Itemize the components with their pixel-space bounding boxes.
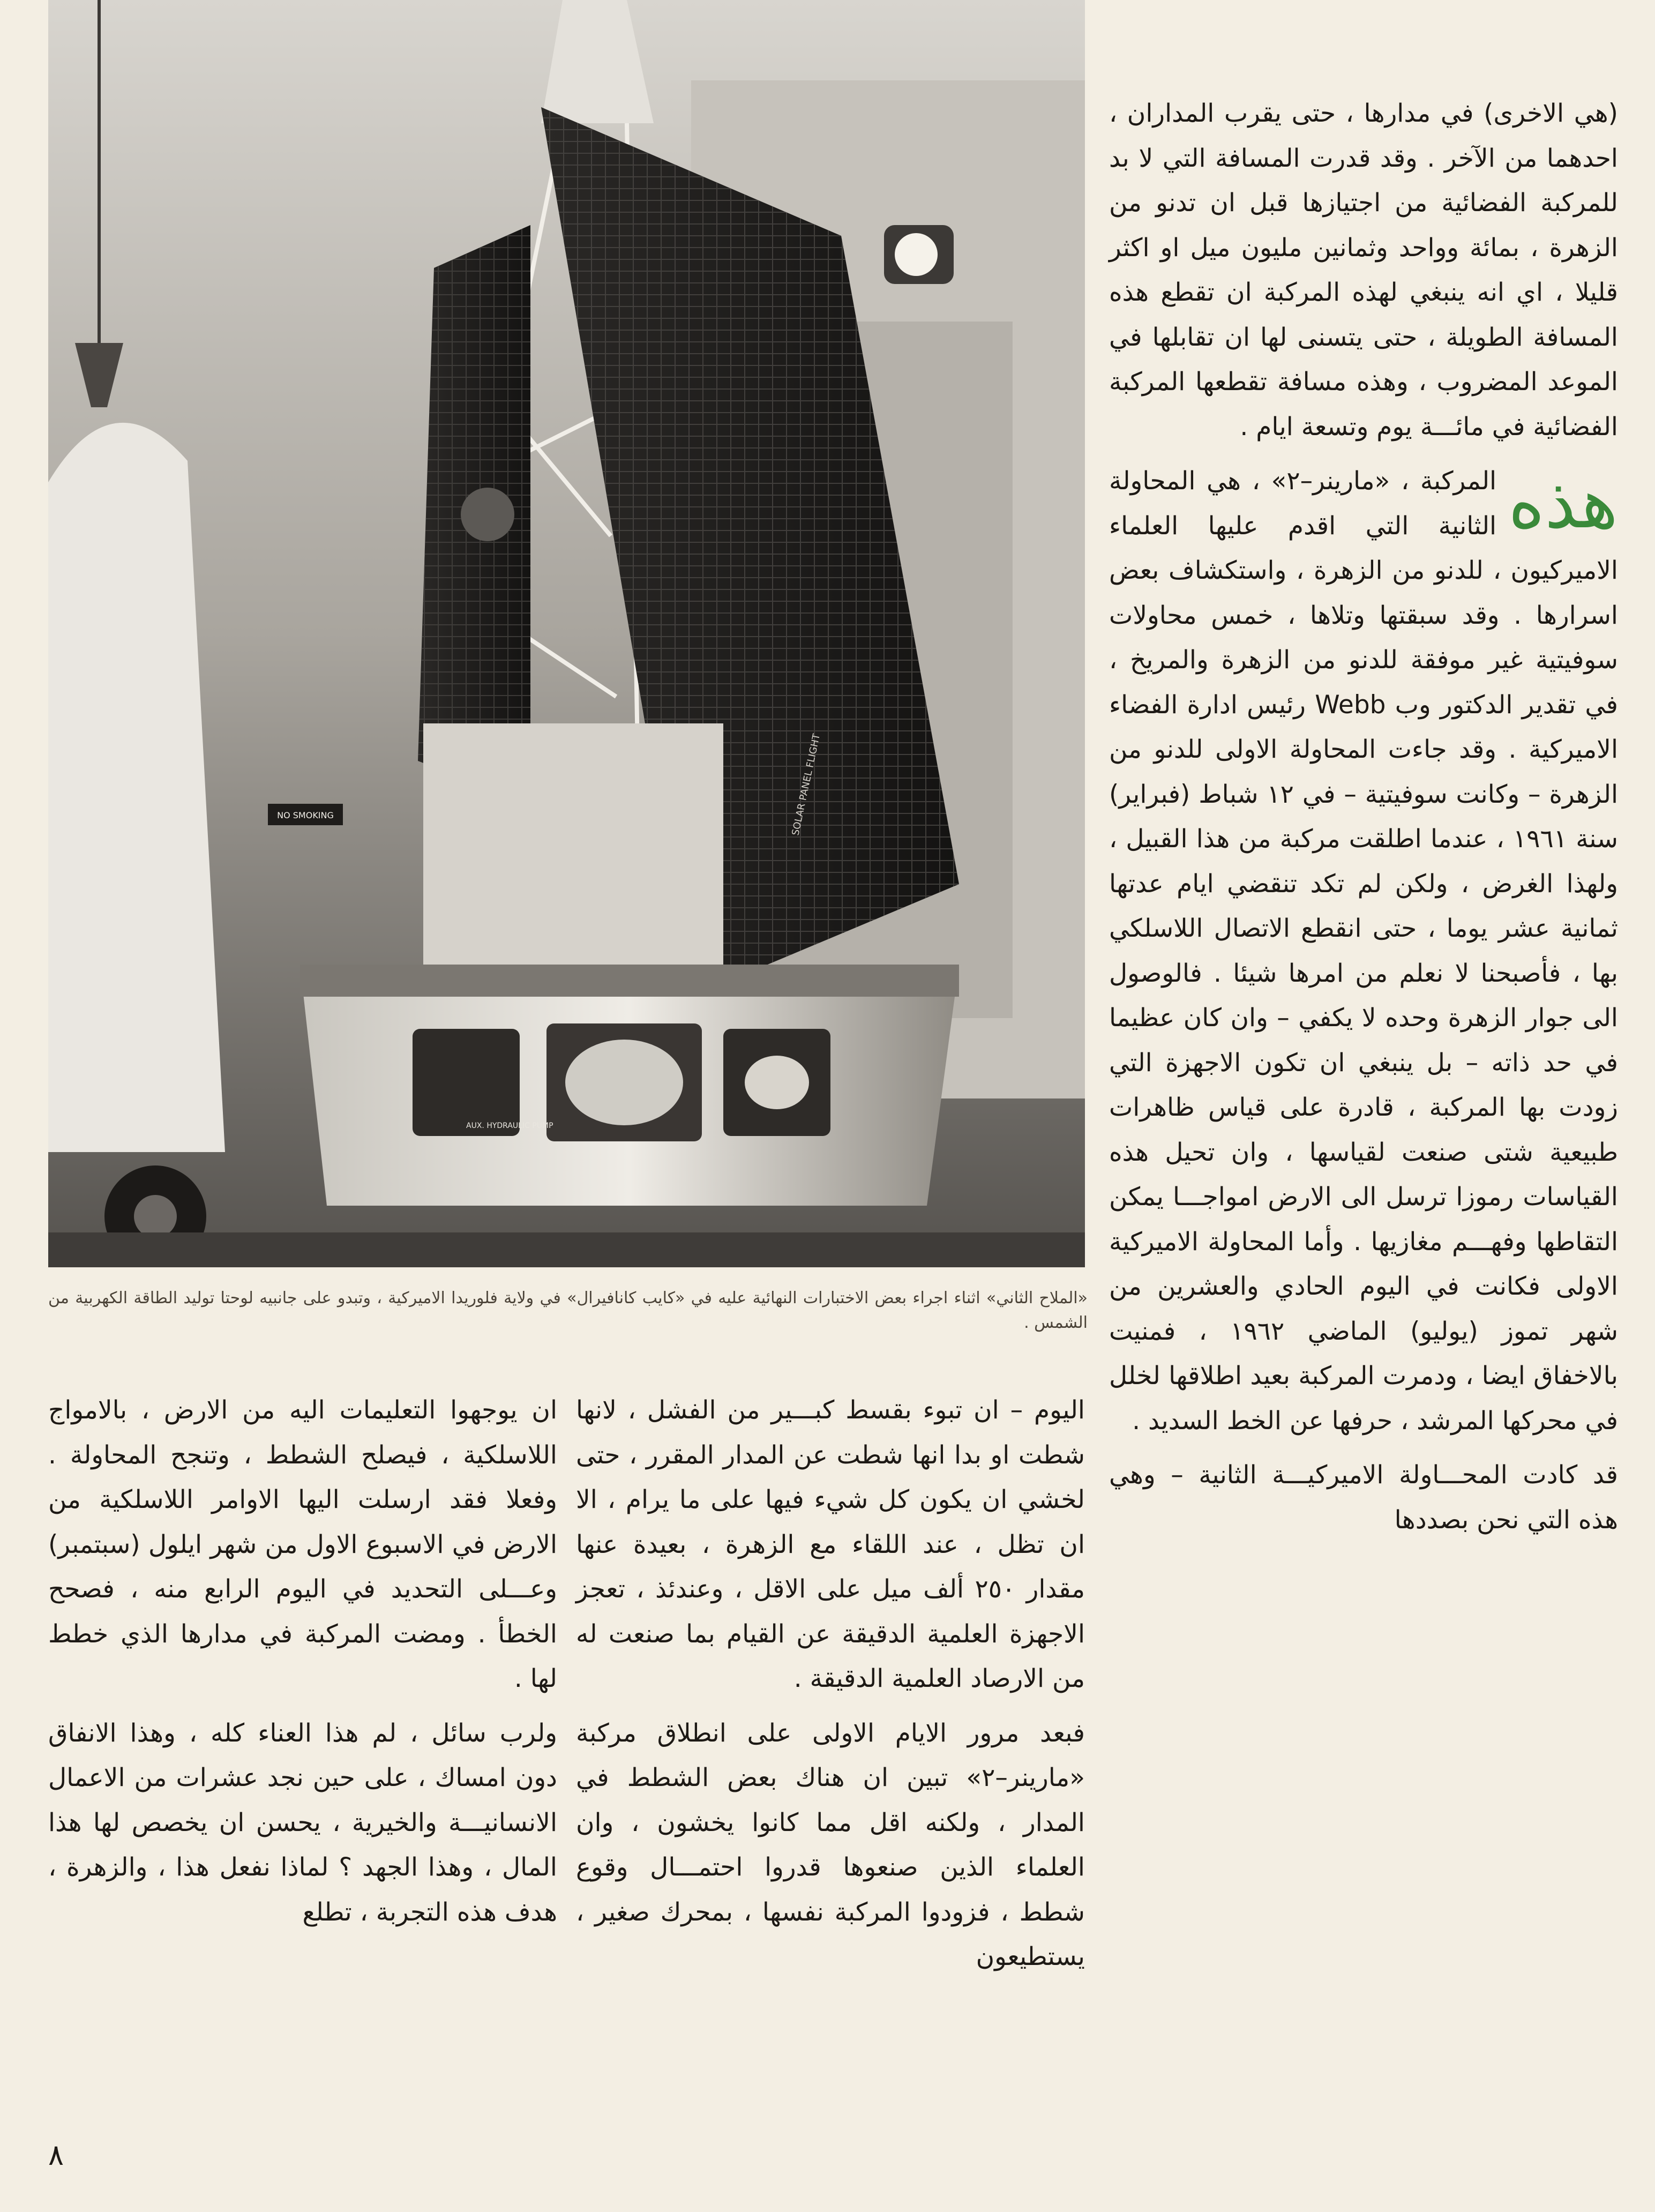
paragraph: ولرب سائل ، لم هذا العناء كله ، وهذا الانفاق دون امساك ، على حين نجد عشرات من الاعمال الانسانيـــة والخيرية ، يحسن ان يخصص لها هذا المال ، وهذا الجهد ؟ لماذا نفعل هذا ، والزهرة ، هدف هذه التجربة ، تطلع [48, 1718, 557, 1927]
dropcap-paragraph-text: المركبة ، «مارينر–٢» ، هي المحاولة الثانية التي اقدم عليها العلماء الاميركيون ، للدنو من الزهرة ، واستكشاف بعض اسرارها . وقد سبقتها وتلاها ، خمس محاولات سوفيتية غير موفقة للدنو من الزهرة والمريخ ، في تقدير الدكتور وب Webb رئيس ادارة الفضاء الاميركية . وقد جاءت المحاولة الاولى للدنو من الزهرة – وكانت سوفيتية – في ١٢ شباط (فبراير) سنة ١٩٦١ ، عندما اطلقت مركبة من هذا القبيل ، ولهذا الغرض ، ولكن لم تكد تنقضي ايام عدتها ثمانية عشر يوما ، حتى انقطع الاتصال اللاسلكي بها ، فأصبحنا لا نعلم من امرها شيئا . فالوصول الى جوار الزهرة وحده لا يكفي – وان كان عظيما في حد ذاته – بل ينبغي ان تكون الاجهزة التي زودت بها المركبة ، قادرة على قياس ظاهرات طبيعية شتى صنعت لقياسها ، وان تحيل هذه القياسات رموزا ترسل الى الارض امواجـــا يمكن التقاطها وفهـــم مغازيها . وأما المحاولة الاميركية الاولى فكانت في اليوم الحادي والعشرين من شهر تموز (يوليو) الماضي ١٩٦٢ ، فمنيت بالاخفاق ايضا ، ودمرت المركبة بعيد اطلاقها لخلل في محركها المرشد ، حرفها عن الخط السديد . [1109, 466, 1619, 1436]
paragraph: (هي الاخرى) في مدارها ، حتى يقرب المداران ، احدهما من الآخر . وقد قدرت المسافة التي لا بد للمركبة الفضائية من اجتيازها قبل ان تدنو من الزهرة ، بمائة وواحد وثمانين مليون ميل او اكثر قليلا ، اي انه ينبغي لهذه المركبة ان تقطع هذه المسافة الطويلة ، حتى يتسنى لها ان تقابلها في الموعد المضروب ، وهذه مسافة تقطعها المركبة الفضائية في مائـــة يوم وتسعة ايام . [1109, 99, 1618, 442]
middle-column [576, 1388, 1085, 1979]
placard-text: AUX. HYDRAULIC PUMP [466, 1122, 553, 1130]
photo-caption: «الملاح الثاني» اثناء اجراء بعض الاختبارات النهائية عليه في «كايب كانافيرال» في ولاية فلوريدا الاميركية ، وتبدو على جانبيه لوحتا توليد الطاقة الكهربية من الشمس . [48, 1289, 1088, 1332]
paragraph: قد كادت المحـــاولة الاميركيـــة الثانية – وهي هذه التي نحن بصددها [1109, 1460, 1618, 1535]
no-smoking-sign-text: NO SMOKING [277, 810, 334, 820]
spacecraft-illustration [48, 0, 1085, 1267]
panel-label-text: SOLAR PANEL FLIGHT [790, 733, 823, 837]
dropcap-word: هذه [1508, 462, 1618, 544]
dropcap-paragraph [1109, 459, 1618, 1443]
left-column [48, 1388, 557, 1934]
paragraph: اليوم – ان تبوء بقسط كبـــير من الفشل ، لانها شطت او بدا انها شطت عن المدار المقرر ، حتى لخشي ان يكون كل شيء فيها على ما يرام ، الا ان تظل ، عند اللقاء مع الزهرة ، بعيدة عنها مقدار ٢٥٠ ألف ميل على الاقل ، وعندئذ ، تعجز الاجهزة العلمية الدقيقة عن القيام بما صنعت له من الارصاد العلمية الدقيقة . [576, 1395, 1085, 1693]
page-number: ٨ [48, 2138, 64, 2172]
spacecraft-photo [48, 0, 1085, 1267]
paragraph: ان يوجهوا التعليمات اليه من الارض ، بالامواج اللاسلكية ، فيصلح الشطط ، وتنجح المحاولة . وفعلا فقد ارسلت اليها الاوامر اللاسلكية من الارض في الاسبوع الاول من شهر ايلول (سبتمبر) وعـــلى التحديد في اليوم الرابع منه ، فصحح الخطأ . ومضت المركبة في مدارها الذي خطط لها . [48, 1395, 557, 1693]
right-column [1109, 91, 1618, 1542]
paragraph: فبعد مرور الايام الاولى على انطلاق مركبة «مارينر–٢» تبين ان هناك بعض الشطط في المدار ، ولكنه اقل مما كانوا يخشون ، وان العلماء الذين صنعوها قدروا احتمـــال وقوع شطط ، فزودوا المركبة نفسها ، بمحرك صغير ، يستطيعون [576, 1718, 1085, 1971]
